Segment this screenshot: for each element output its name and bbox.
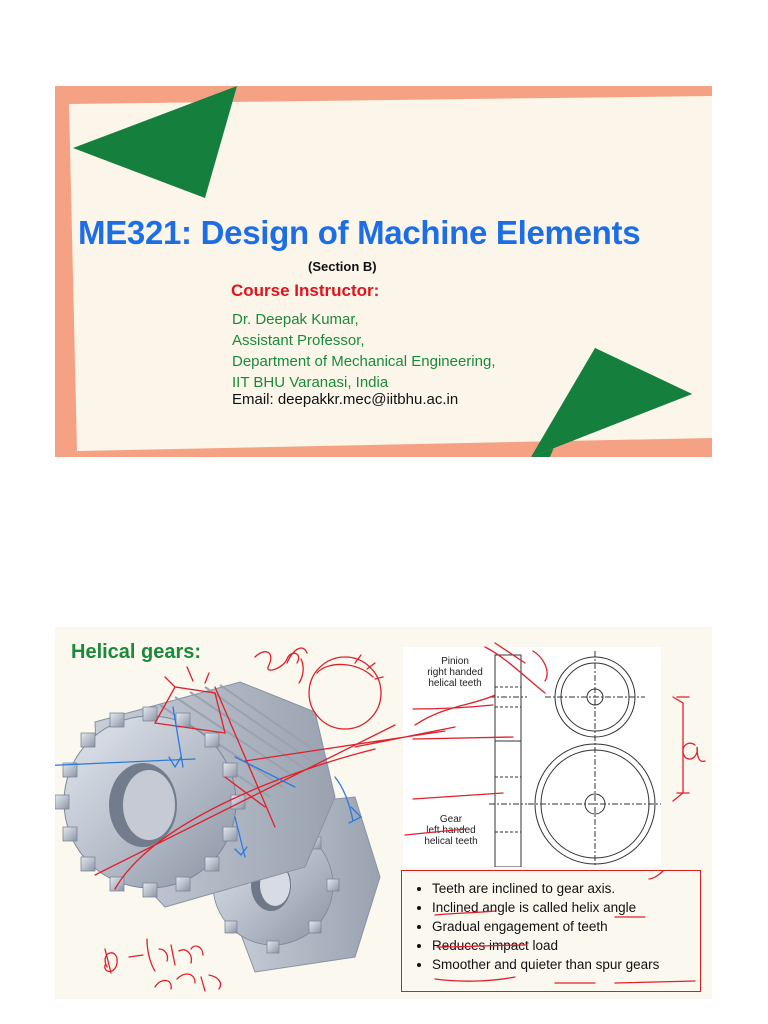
slide2-title: Helical gears: bbox=[71, 641, 202, 663]
instructor-details bbox=[232, 309, 495, 393]
center-distance-symbol bbox=[683, 743, 705, 761]
list-item: • Reduces impact load bbox=[432, 936, 700, 955]
instructor-name: Dr. Deepak Kumar, bbox=[232, 311, 359, 328]
instructor-email: Email: deepakkr.mec@iitbhu.ac.in bbox=[232, 391, 459, 408]
section-label: (Section B) bbox=[308, 259, 377, 274]
instructor-position: Assistant Professor, bbox=[232, 332, 365, 349]
center-distance-arrow bbox=[673, 697, 689, 801]
list-item: • Smoother and quieter than spur gears bbox=[432, 955, 700, 974]
helical-gears-slide bbox=[55, 627, 712, 999]
list-item: • Inclined angle is called helix angle bbox=[432, 898, 700, 917]
list-item: • Gradual engagement of teeth bbox=[432, 917, 700, 936]
course-title: ME321: Design of Machine Elements bbox=[78, 214, 641, 251]
instructor-heading: Course Instructor: bbox=[231, 281, 380, 300]
title-slide bbox=[55, 86, 712, 457]
gear-label: Gear left handed helical teeth bbox=[424, 814, 478, 847]
properties-list bbox=[402, 871, 700, 974]
list-item: • Teeth are inclined to gear axis. bbox=[432, 879, 700, 898]
pinion-label: Pinion right handed helical teeth bbox=[427, 656, 483, 689]
helical-gears-illustration bbox=[55, 627, 415, 999]
instructor-institute: IIT BHU Varanasi, India bbox=[232, 374, 389, 391]
pinion-side-view bbox=[495, 655, 521, 741]
gear-pair-diagram bbox=[403, 647, 661, 867]
helical-gear-properties bbox=[401, 870, 701, 992]
instructor-department: Department of Mechanical Engineering, bbox=[232, 353, 496, 370]
